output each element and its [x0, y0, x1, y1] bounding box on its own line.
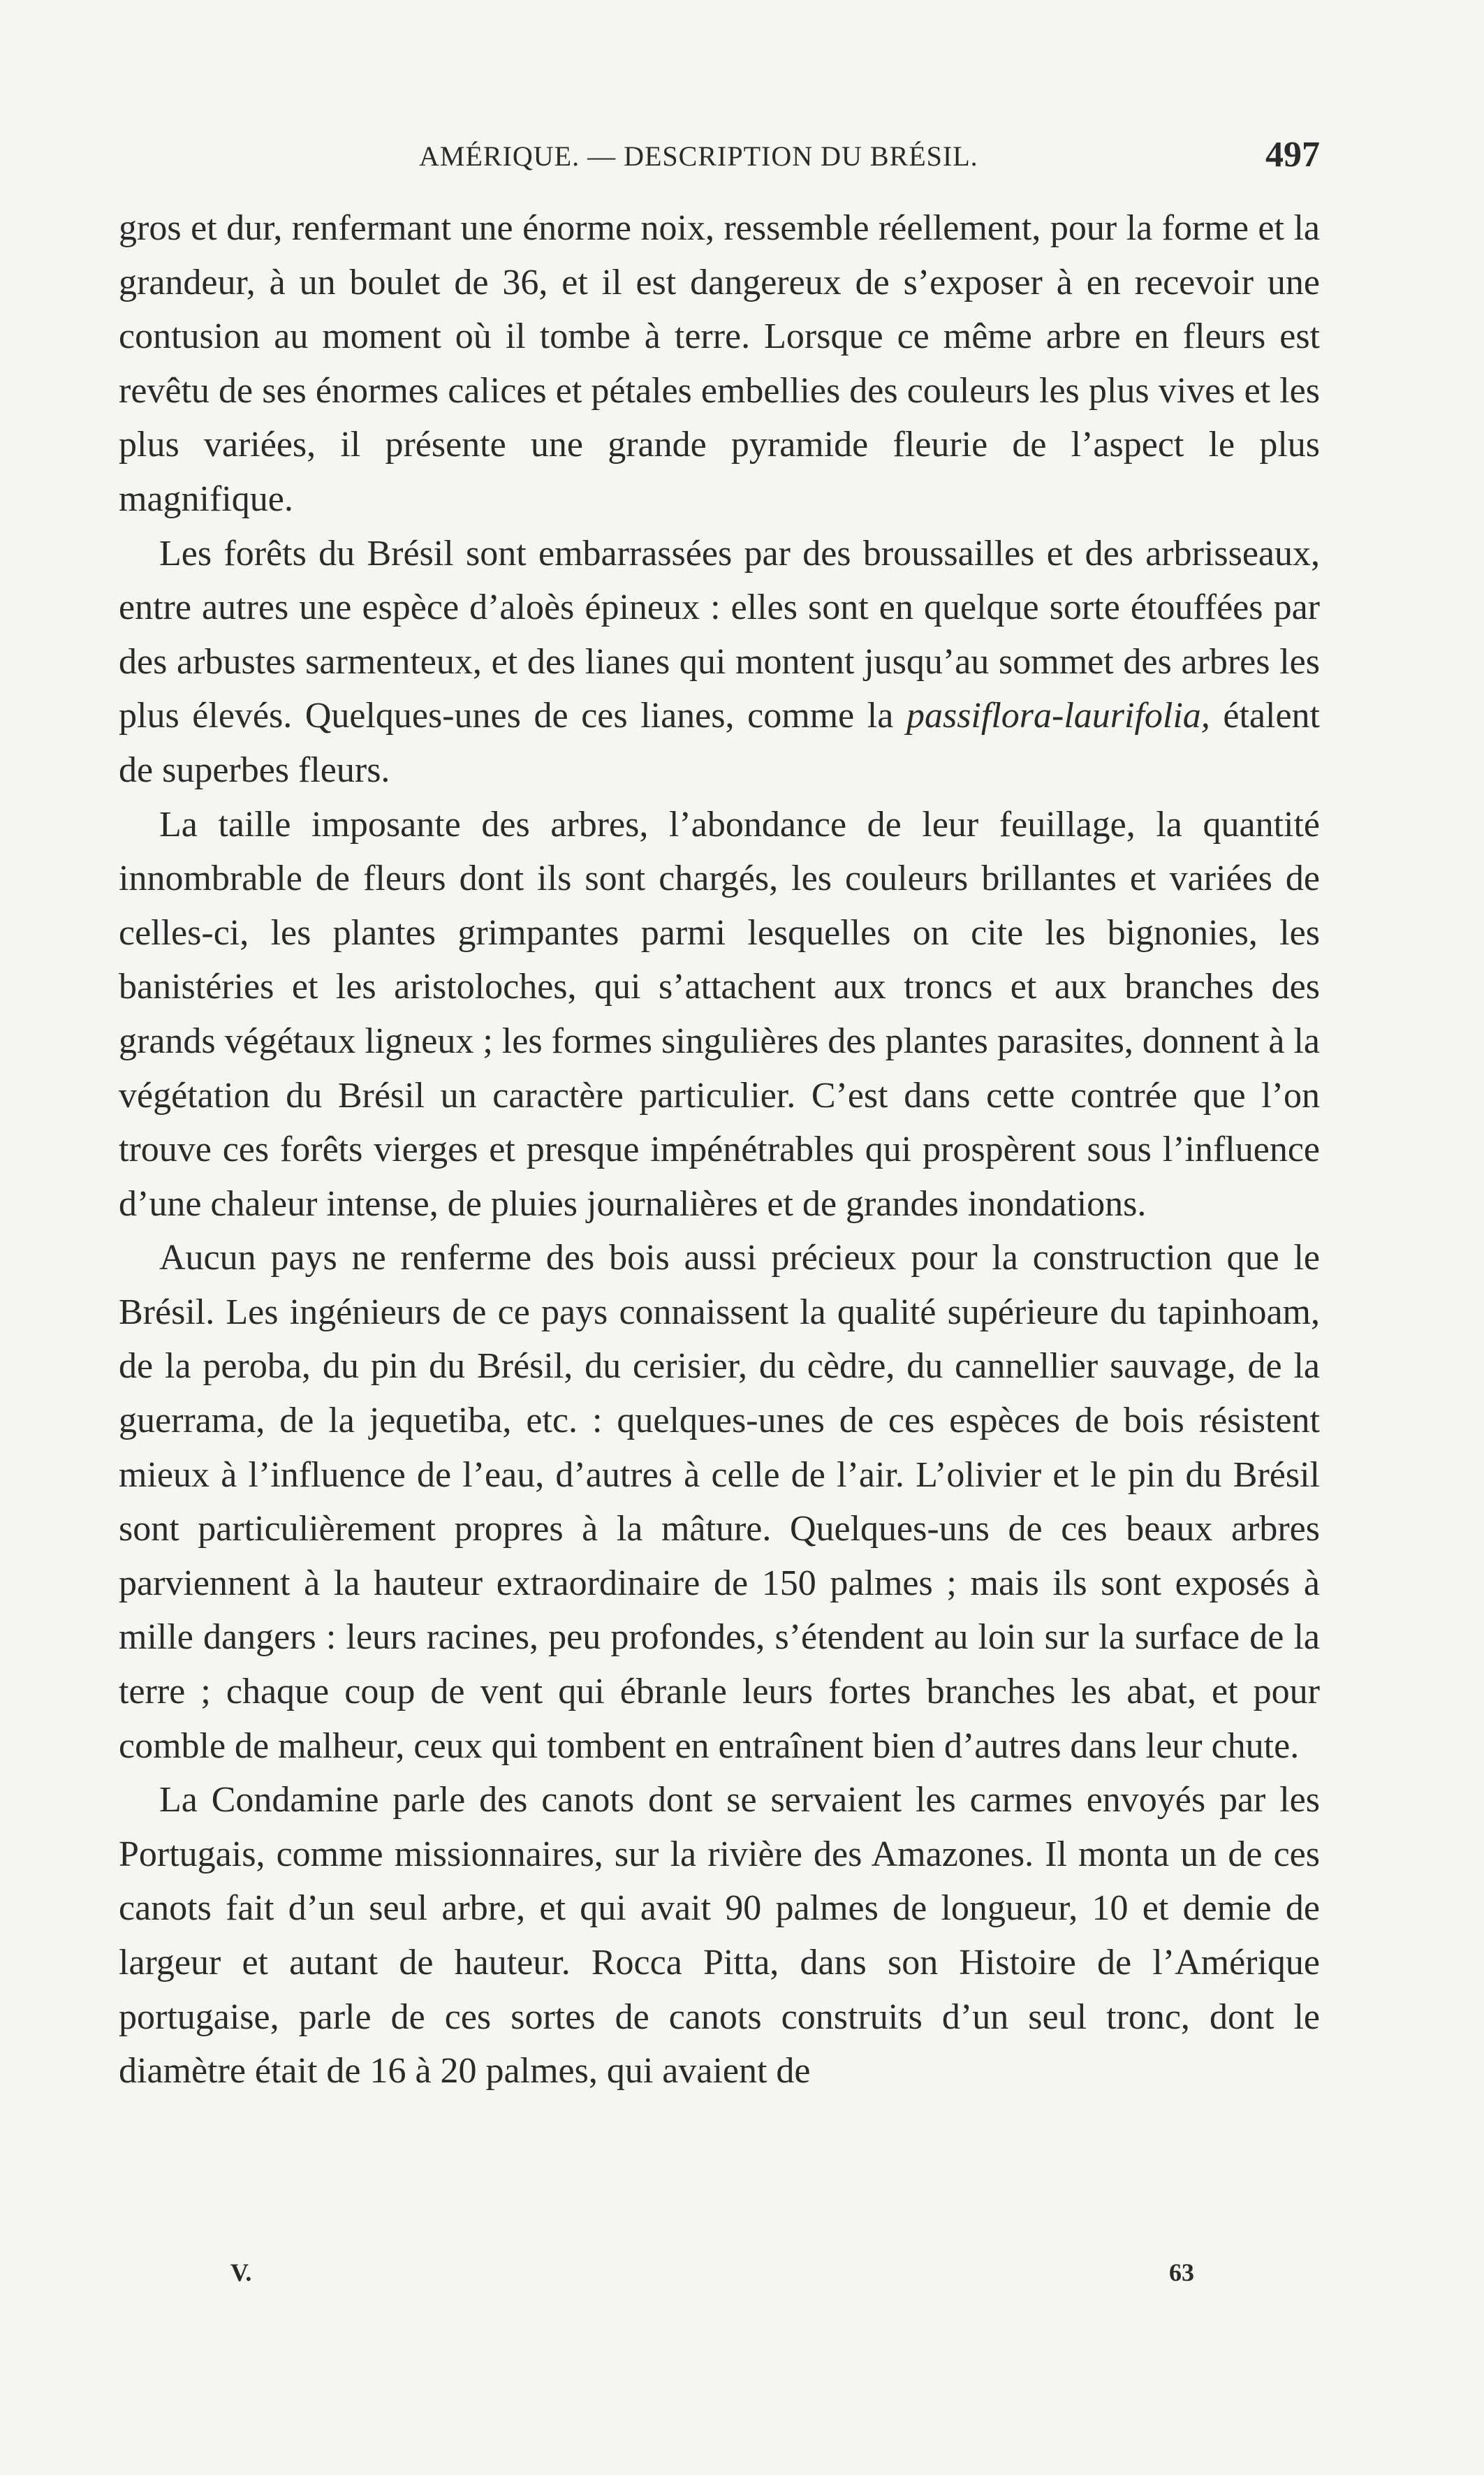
paragraph-2-end: étalent de superbes fleurs. [119, 696, 1321, 790]
page-number: 497 [1265, 135, 1320, 175]
paragraph-1: gros et dur, renfermant une énorme noix, ressemble réellement, pour la forme et la grandeur, à un boulet de 36, et il est dangereux de s’exposer à en recevoir une contusion au moment où il tombe à terre. Lorsque ce même arbre en fleurs est revêtu de ses énormes calices et pétales embellies des couleurs les plus vives et les plus variées, il présente une grande pyramide fleurie de l’aspect le plus magnifique. [119, 208, 1320, 519]
running-header [419, 134, 1320, 183]
paragraph-4: Aucun pays ne renferme des bois aussi précieux pour la construction que le Brésil. Les ingénieurs de ce pays connaissent la qualité supérieure du tapinhoam, de la peroba, du pin du Brésil, du cerisier, du cèdre, du cannellier sauvage, de la guerrama, de la jequetiba, etc. : quelques-unes de ces espèces de bois résistent mieux à l’influence de l’eau, d’autres à celle de l’air. L’olivier et le pin du Brésil sont particulièrement propres à la mâture. Quelques-uns de ces beaux arbres parviennent à la hauteur extraordinaire de 150 palmes ; mais ils sont exposés à mille dangers : leurs racines, peu profondes, s’étendent au loin sur la surface de la terre ; chaque coup de vent qui ébranle leurs fortes branches les abat, et pour comble de malheur, ceux qui tombent en entraînent bien d’autres dans leur chute. [119, 1238, 1320, 1766]
volume-mark: V. [230, 2258, 252, 2286]
signature-mark: 63 [1169, 2258, 1194, 2286]
body-text [119, 201, 1320, 2098]
species-name: passiflora-laurifolia, [906, 696, 1210, 736]
running-title: AMÉRIQUE. — DESCRIPTION DU BRÉSIL. [419, 140, 978, 172]
paragraph-2 [119, 527, 1320, 798]
paragraph-5: La Condamine parle des canots dont se servaient les carmes envoyés par les Portugais, comme missionnaires, sur la rivière des Amazones. Il monta un de ces canots fait d’un seul arbre, et qui avait 90 palmes de longueur, 10 et demie de largeur et autant de hauteur. Rocca Pitta, dans son Histoire de l’Amérique portugaise, parle de ces sortes de canots construits d’un seul tronc, dont le diamètre était de 16 à 20 palmes, qui avaient de [119, 1780, 1320, 2091]
paragraph-3: La taille imposante des arbres, l’abondance de leur feuillage, la quantité innombrable de fleurs dont ils sont chargés, les couleurs brillantes et variées de celles-ci, les plantes grimpantes parmi lesquelles on cite les bignonies, les banistéries et les aristoloches, qui s’attachent aux troncs et aux branches des grands végétaux ligneux ; les formes singulières des plantes parasites, donnent à la végétation du Brésil un caractère particulier. C’est dans cette contrée que l’on trouve ces forêts vierges et presque impénétrables qui prospèrent sous l’influence d’une chaleur intense, de pluies journalières et de grandes inondations. [119, 804, 1320, 1224]
page-footer [230, 2258, 1194, 2300]
paragraph-2-text: Les forêts du Brésil sont embarrassées par des broussailles et des arbrisseaux, entre autres une espèce d’aloès épineux : elles sont en quelque sorte étouffées par des arbustes sarmenteux, et des lianes qui montent jusqu’au sommet des arbres les plus élevés. Quelques-unes de ces lianes, comme la [119, 533, 1320, 736]
